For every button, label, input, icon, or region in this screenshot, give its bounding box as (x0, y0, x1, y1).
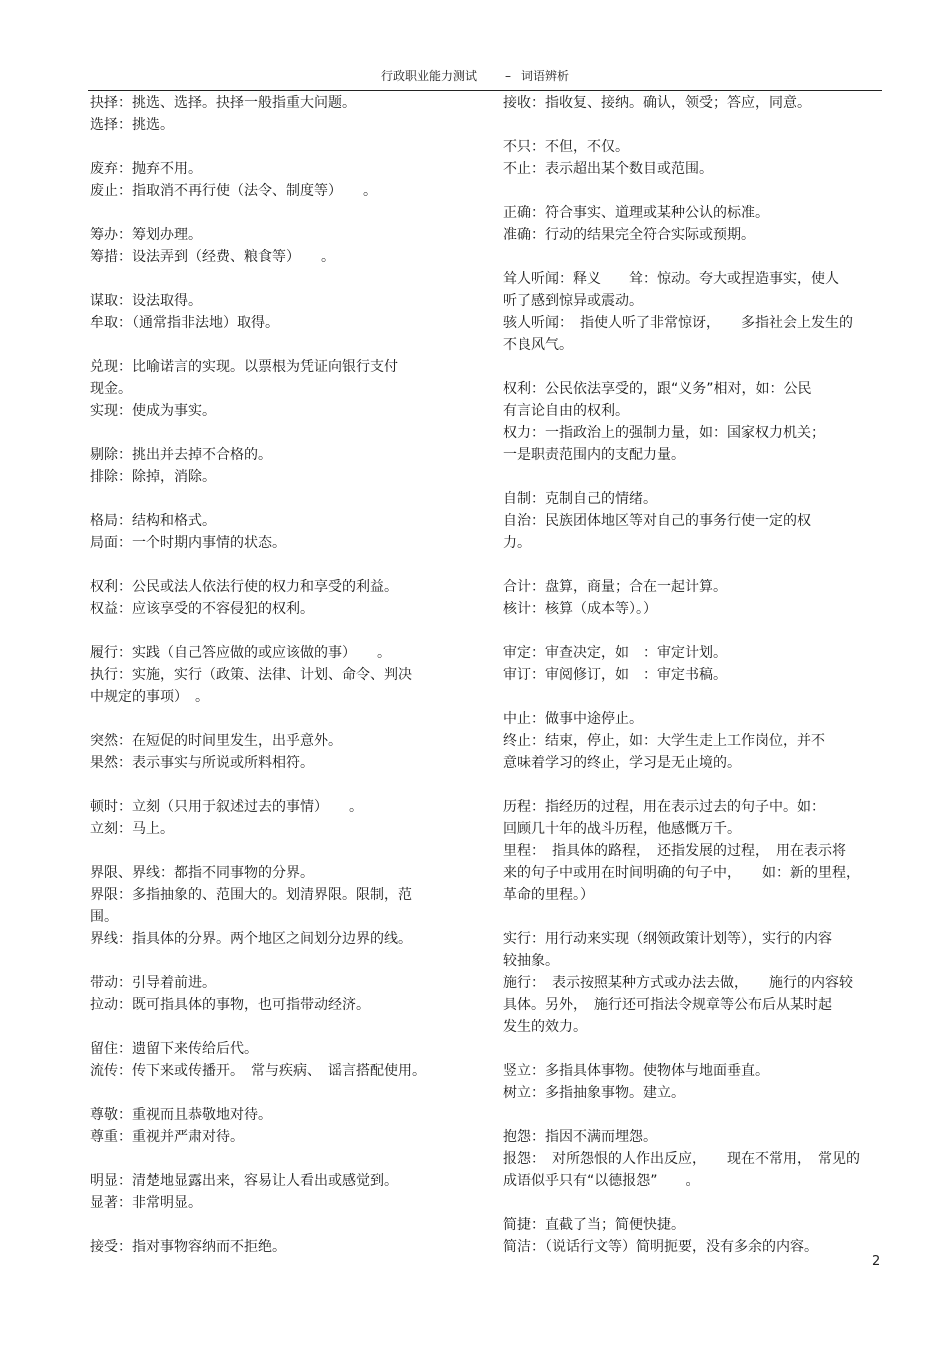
text-line: 界线：指具体的分界。两个地区之间划分边界的线。 (90, 931, 412, 947)
header-title: 行政职业能力测试 (380, 69, 477, 83)
text-line (503, 906, 883, 928)
text-line: 履行：实践（自己答应做的或应该做的事） 。 (90, 645, 391, 661)
text-line (90, 840, 490, 862)
text-line: 废弃：抛弃不用。 (90, 161, 202, 177)
text-line: 里程： 指具体的路程， 还指发展的过程， 用在表示将 (503, 843, 846, 859)
text-line: 耸人听闻：释义 耸：惊动。夸大或捏造事实，使人 (503, 271, 839, 287)
text-line: 尊重：重视并严肃对待。 (90, 1129, 244, 1145)
text-line: 施行： 表示按照某种方式或办法去做， 施行的内容较 (503, 975, 853, 991)
text-line: 成语似乎只有“以德报怨” 。 (503, 1173, 700, 1189)
text-line (503, 1192, 883, 1214)
text-line: 实现：使成为事实。 (90, 403, 216, 419)
text-line (90, 774, 490, 796)
header-subtitle: 词语辨析 (521, 69, 570, 83)
text-line: 自治：民族团体地区等对自己的事务行使一定的权 (503, 513, 811, 529)
text-line: 兑现：比喻诺言的实现。以票根为凭证向银行支付 (90, 359, 398, 375)
text-line: 竖立：多指具体事物。使物体与地面垂直。 (503, 1063, 769, 1079)
text-line (90, 1148, 490, 1170)
text-line: 自制：克制自己的情绪。 (503, 491, 657, 507)
text-line: 简捷：直截了当；简便快捷。 (503, 1217, 685, 1233)
text-line (90, 334, 490, 356)
text-line: 发生的效力。 (503, 1019, 587, 1035)
text-line: 格局：结构和格式。 (90, 513, 216, 529)
text-line (503, 774, 883, 796)
text-line: 牟取：（通常指非法地）取得。 (90, 315, 279, 331)
text-line: 选择：挑选。 (90, 117, 174, 133)
text-line: 革命的里程。） (503, 887, 594, 903)
text-line: 立刻：马上。 (90, 821, 174, 837)
text-line: 果然：表示事实与所说或所料相符。 (90, 755, 314, 771)
text-line: 现金。 (90, 381, 132, 397)
text-line: 界限、界线：都指不同事物的分界。 (90, 865, 314, 881)
text-line: 明显：清楚地显露出来，容易让人看出或感觉到。 (90, 1173, 398, 1189)
text-line: 局面：一个时期内事情的状态。 (90, 535, 286, 551)
left-column (90, 92, 490, 1258)
text-line: 接受：指对事物容纳而不拒绝。 (90, 1239, 286, 1255)
text-line: 核计：核算（成本等）。） (503, 601, 657, 617)
text-line (503, 246, 883, 268)
text-line: 具体。另外， 施行还可指法令规章等公布后从某时起 (503, 997, 832, 1013)
text-line: 筹办：筹划办理。 (90, 227, 202, 243)
text-line: 简洁：（说话行文等）简明扼要，没有多余的内容。 (503, 1239, 818, 1255)
text-line: 历程：指经历的过程，用在表示过去的句子中。如： (503, 799, 825, 815)
running-header (0, 67, 950, 84)
text-line: 终止：结束，停止，如：大学生走上工作岗位，并不 (503, 733, 825, 749)
text-line: 执行：实施，实行（政策、法律、计划、命令、判决 (90, 667, 412, 683)
text-line: 流传：传下来或传播开。 常与疾病、 谣言搭配使用。 (90, 1063, 426, 1079)
text-line: 中止：做事中途停止。 (503, 711, 643, 727)
text-line (503, 1104, 883, 1126)
text-line: 突然：在短促的时间里发生，出乎意外。 (90, 733, 342, 749)
text-line: 中规定的事项） 。 (90, 689, 209, 705)
text-line: 谋取：设法取得。 (90, 293, 202, 309)
text-line (90, 268, 490, 290)
text-line: 剔除：挑出并去掉不合格的。 (90, 447, 272, 463)
text-line: 正确：符合事实、道理或某种公认的标准。 (503, 205, 769, 221)
text-line (503, 686, 883, 708)
text-line: 显著：非常明显。 (90, 1195, 202, 1211)
text-line: 审订：审阅修订，如 ：审定书稿。 (503, 667, 727, 683)
text-line: 权利：公民依法享受的，跟“义务”相对，如：公民 (503, 381, 812, 397)
text-line: 来的句子中或用在时间明确的句子中， 如：新的里程， (503, 865, 860, 881)
text-line (90, 1082, 490, 1104)
text-line: 较抽象。 (503, 953, 559, 969)
text-line (90, 620, 490, 642)
text-line (503, 620, 883, 642)
text-line: 合计：盘算，商量；合在一起计算。 (503, 579, 727, 595)
text-line (90, 1016, 490, 1038)
text-line (503, 180, 883, 202)
text-line: 有言论自由的权利。 (503, 403, 629, 419)
text-line: 尊敬：重视而且恭敬地对待。 (90, 1107, 272, 1123)
text-line: 不只：不但，不仅。 (503, 139, 629, 155)
text-line (90, 488, 490, 510)
text-line: 排除：除掉，消除。 (90, 469, 216, 485)
text-line: 接收：指收复、接纳。确认，领受；答应，同意。 (503, 95, 811, 111)
header-rule (88, 90, 882, 91)
text-line (90, 202, 490, 224)
text-line: 抉择：挑选、选择。抉择一般指重大问题。 (90, 95, 356, 111)
text-line (90, 708, 490, 730)
text-line (90, 554, 490, 576)
text-line: 权力：一指政治上的强制力量，如：国家权力机关； (503, 425, 825, 441)
text-line: 界限：多指抽象的、范围大的。划清界限。限制，范 (90, 887, 412, 903)
text-line (503, 466, 883, 488)
text-line: 权利：公民或法人依法行使的权力和享受的利益。 (90, 579, 398, 595)
text-line: 听了感到惊异或震动。 (503, 293, 643, 309)
right-column (503, 92, 883, 1258)
header-separator: – (505, 69, 511, 83)
text-line: 抱怨：指因不满而埋怨。 (503, 1129, 657, 1145)
text-line (503, 114, 883, 136)
text-line: 报怨： 对所怨恨的人作出反应， 现在不常用， 常见的 (503, 1151, 860, 1167)
text-line: 拉动：既可指具体的事物，也可指带动经济。 (90, 997, 370, 1013)
text-line: 实行：用行动来实现（纲领政策计划等），实行的内容 (503, 931, 832, 947)
text-line (90, 136, 490, 158)
text-line: 不止：表示超出某个数目或范围。 (503, 161, 713, 177)
text-line: 权益：应该享受的不容侵犯的权利。 (90, 601, 314, 617)
text-line: 树立：多指抽象事物。建立。 (503, 1085, 685, 1101)
text-line (503, 554, 883, 576)
text-line: 审定：审查决定，如 ：审定计划。 (503, 645, 727, 661)
text-line: 围。 (90, 909, 118, 925)
text-line: 准确：行动的结果完全符合实际或预期。 (503, 227, 755, 243)
text-line: 留住：遗留下来传给后代。 (90, 1041, 258, 1057)
text-line: 顿时：立刻（只用于叙述过去的事情） 。 (90, 799, 363, 815)
text-line: 带动：引导着前进。 (90, 975, 216, 991)
text-line (90, 950, 490, 972)
text-line: 骇人听闻： 指使人听了非常惊讶， 多指社会上发生的 (503, 315, 853, 331)
page-number: 2 (872, 1254, 881, 1269)
text-line: 不良风气。 (503, 337, 573, 353)
text-line (90, 422, 490, 444)
text-line: 意味着学习的终止，学习是无止境的。 (503, 755, 741, 771)
text-line (503, 356, 883, 378)
text-line: 力。 (503, 535, 531, 551)
text-line (503, 1038, 883, 1060)
text-line (90, 1214, 490, 1236)
text-line: 废止：指取消不再行使（法令、制度等） 。 (90, 183, 377, 199)
text-line: 一是职责范围内的支配力量。 (503, 447, 685, 463)
text-line: 筹措：设法弄到（经费、粮食等） 。 (90, 249, 335, 265)
text-line: 回顾几十年的战斗历程，他感慨万千。 (503, 821, 741, 837)
